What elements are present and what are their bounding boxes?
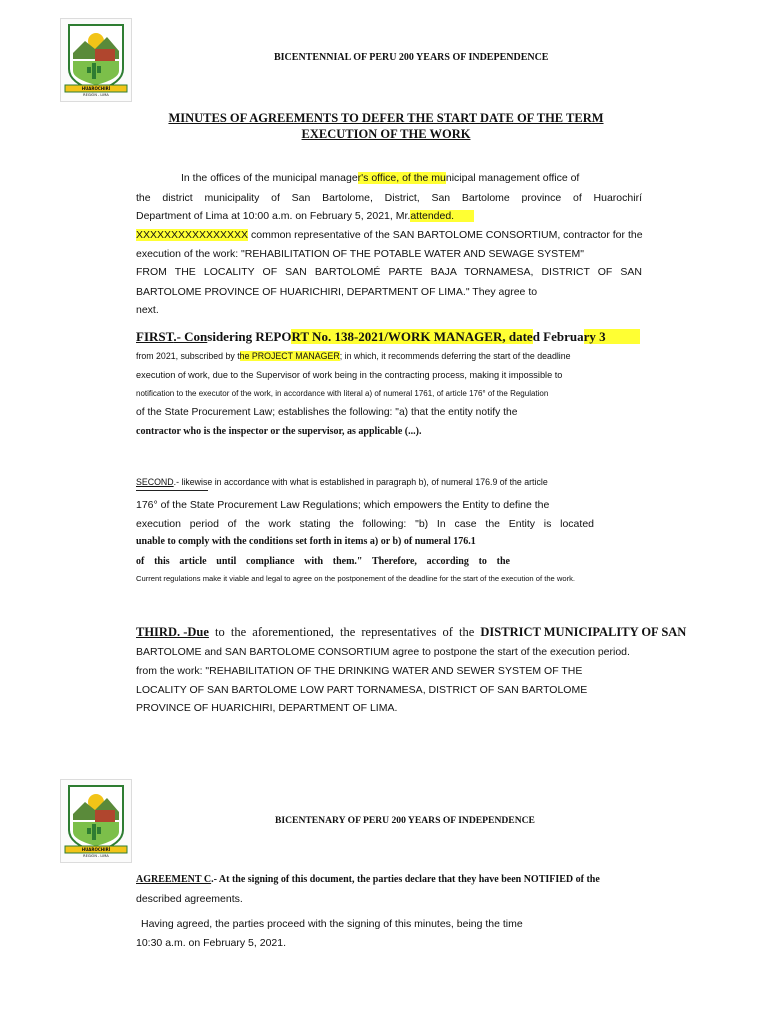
logo-banner-text: HUAROCHIRÍ — [81, 847, 111, 852]
third-line-3: LOCALITY OF SAN BARTOLOME LOW PART TORNAMESA, DISTRICT OF SAN BARTOLOME — [136, 684, 588, 696]
header-title: BICENTENNIAL OF PERU 200 YEARS OF INDEPENDENCE — [274, 52, 549, 63]
header-title-page2: BICENTENARY OF PERU 200 YEARS OF INDEPENDENCE — [275, 815, 535, 826]
second-line-2: 176° of the State Procurement Law Regulations; which empowers the Entity to define the — [136, 499, 550, 511]
municipal-logo-page2 — [60, 779, 132, 863]
intro-line-8: next. — [136, 304, 159, 316]
first-line-5: contractor who is the inspector or the supervisor, as applicable (...). — [136, 426, 422, 437]
agreement-line-1: described agreements. — [136, 893, 243, 905]
second-line-5: of this article until compliance with them." Therefore, according to the — [136, 556, 510, 567]
municipal-logo — [60, 18, 132, 102]
first-heading: FIRST.- Considering REPORT No. 138-2021/WORK MANAGER, dated February 3 — [136, 329, 640, 345]
third-line-1: BARTOLOME and SAN BARTOLOME CONSORTIUM agree to postpone the start of the execution period. — [136, 646, 630, 658]
intro-line-4: XXXXXXXXXXXXXXXX common representative of the SAN BARTOLOME CONSORTIUM, contractor for the — [136, 229, 643, 241]
third-heading: THIRD. -Due to the aforementioned, the representatives of the DISTRICT MUNICIPALITY OF SAN — [136, 625, 687, 639]
second-line-4: unable to comply with the conditions set forth in items a) or b) of numeral 176.1 — [136, 536, 476, 547]
intro-line-1: In the offices of the municipal manager's office, of the municipal management office of — [181, 172, 580, 184]
intro-line-7: BARTOLOME PROVINCE OF HUARICHIRI, DEPARTMENT OF LIMA." They agree to — [136, 286, 538, 298]
second-line-6: Current regulations make it viable and legal to agree on the postponement of the deadline for the start of the execution of the work. — [136, 574, 576, 583]
intro-line-6: FROM THE LOCALITY OF SAN BARTOLOMÉ PARTE BAJA TORNAMESA, DISTRICT OF SAN — [136, 266, 642, 278]
logo-banner-text: HUAROCHIRÍ — [81, 86, 111, 91]
first-line-2: execution of work, due to the Supervisor of work being in the contracting process, making it impossible to — [136, 370, 563, 380]
first-line-4: of the State Procurement Law; establishes the following: "a) that the entity notify the — [136, 407, 518, 418]
first-line-3: notification to the executor of the work, in accordance with literal a) of numeral 1761, of article 176° of the Regulation — [136, 389, 549, 398]
document-title-line2: EXECUTION OF THE WORK — [301, 127, 471, 141]
second-heading: SECOND — [136, 477, 174, 487]
second-underline-rule — [136, 490, 208, 491]
second-line-3: execution period of the work stating the following: "b) In case the Entity is located — [136, 518, 594, 530]
logo-region-text: REGIÓN - LIMA — [83, 93, 109, 97]
document-title-line1: MINUTES OF AGREEMENTS TO DEFER THE START DATE OF THE TERM — [168, 111, 604, 125]
intro-line-2: the district municipality of San Bartolome, District, San Bartolome province of Huarochirí — [136, 192, 642, 204]
agreement-heading: AGREEMENT C.- At the signing of this document, the parties declare that they have been NOTIFIED of the — [136, 874, 600, 885]
agreement-line-2: Having agreed, the parties proceed with the signing of this minutes, being the time — [141, 918, 523, 930]
agreement-line-3: 10:30 a.m. on February 5, 2021. — [136, 937, 287, 949]
intro-line-5: execution of the work: "REHABILITATION OF THE POTABLE WATER AND SEWAGE SYSTEM" — [136, 248, 584, 260]
logo-region-text: REGIÓN - LIMA — [83, 854, 109, 858]
first-line-1: from 2021, subscribed by the PROJECT MANAGER; in which, it recommends deferring the start of the deadline — [136, 351, 571, 361]
third-line-2: from the work: "REHABILITATION OF THE DRINKING WATER AND SEWER SYSTEM OF THE — [136, 665, 583, 677]
intro-line-3: Department of Lima at 10:00 a.m. on February 5, 2021, Mr.attended. — [136, 210, 474, 222]
third-line-4: PROVINCE OF HUARICHIRI, DEPARTMENT OF LIMA. — [136, 702, 398, 714]
second-line-1: SECOND.- likewise in accordance with what is established in paragraph b), of numeral 176.9 of the article — [136, 477, 548, 487]
